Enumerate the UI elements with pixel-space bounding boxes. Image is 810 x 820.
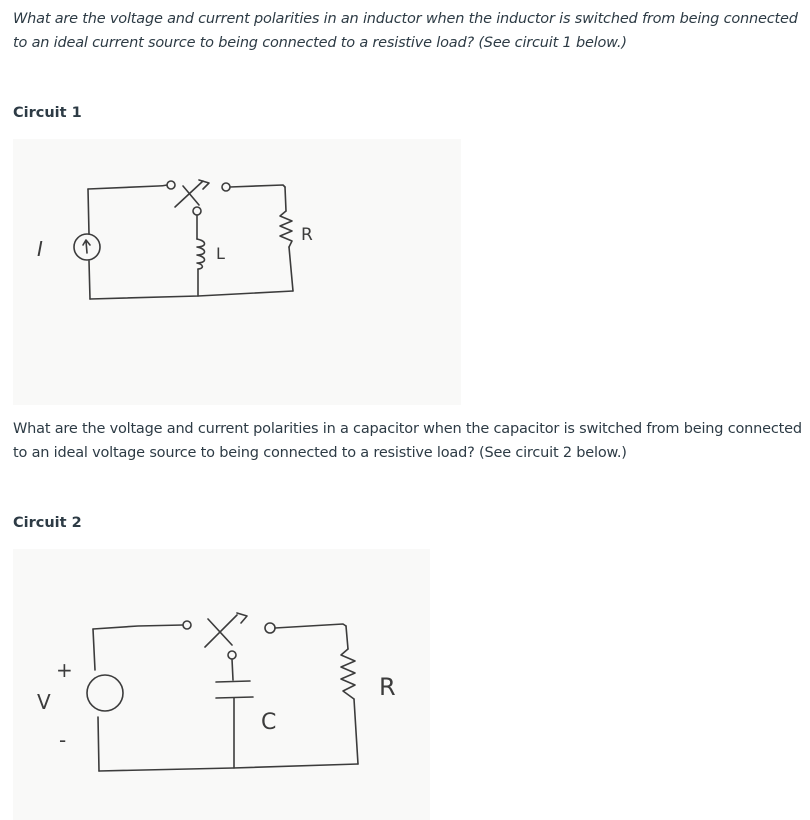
circuit-1-source-label: I — [37, 237, 43, 261]
circuit-2-voltage-source — [87, 675, 123, 711]
circuit-1-inductor — [197, 239, 205, 269]
circuit-2-drawing — [13, 549, 430, 820]
circuit-1-switch-blade — [175, 180, 209, 207]
circuit-1-switch-terminal-pivot — [193, 207, 201, 215]
question-1-text: What are the voltage and current polarities in an inductor when the inductor is switched from being connected to an ideal current source to being connected to a resistive load? (See circuit 1 below.) — [13, 11, 798, 51]
circuit-1-top-wire-right — [230, 185, 285, 187]
circuit-2-switch-terminal-pivot — [228, 651, 236, 659]
circuit-2-photo — [13, 549, 430, 820]
circuit-1-source-arrow — [83, 240, 90, 253]
circuit-2-bottom-wire — [99, 764, 358, 771]
circuit-2-top-wire-left — [93, 625, 183, 629]
circuit-1-inductor-label: L — [216, 244, 225, 263]
circuit-1-heading: Circuit 1 — [13, 105, 82, 121]
circuit-2-resistor-label: R — [379, 673, 396, 701]
circuit-2-heading: Circuit 2 — [13, 515, 82, 531]
circuit-2-capacitor-wire-top — [232, 659, 233, 680]
circuit-2-source-label: V — [37, 690, 51, 714]
circuit-2-plus-sign: + — [56, 658, 73, 682]
circuit-2-switch-terminal-right — [265, 623, 275, 633]
circuit-1-drawing — [13, 139, 461, 405]
circuit-2-minus-sign: - — [59, 728, 67, 752]
circuit-1-resistor — [280, 211, 292, 247]
circuit-2-capacitor-plate-top — [216, 681, 250, 682]
circuit-1-resistor-label: R — [301, 225, 313, 245]
circuit-1-switch-terminal-left — [167, 181, 175, 189]
circuit-2-switch-terminal-left — [183, 621, 191, 629]
question-2-text: What are the voltage and current polarities in a capacitor when the capacitor is switched from being connected to an ideal voltage source to being connected to a resistive load? (See circuit 2 below.) — [13, 421, 802, 461]
circuit-2-top-wire-right — [275, 624, 346, 628]
circuit-1-switch-terminal-right — [222, 183, 230, 191]
circuit-2-switch-blade — [205, 613, 247, 647]
circuit-1-photo — [13, 139, 461, 405]
circuit-1-bottom-wire — [90, 291, 293, 299]
circuit-2-left-wire — [93, 629, 99, 771]
circuit-2-capacitor-label: C — [261, 710, 277, 735]
circuit-2-resistor — [341, 649, 355, 699]
circuit-1-top-wire-left — [88, 185, 167, 189]
